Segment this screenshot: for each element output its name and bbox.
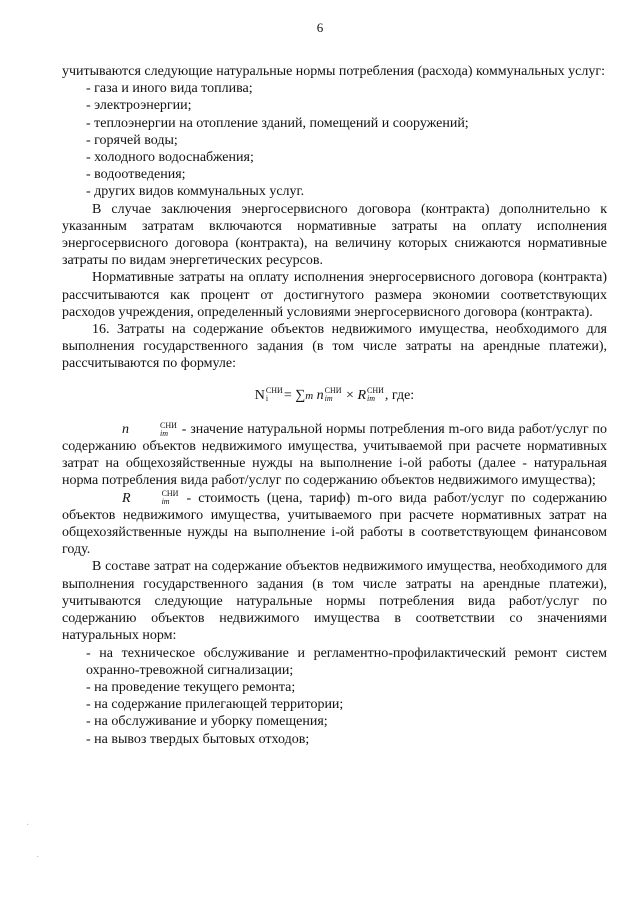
def-r-sub: im (161, 497, 170, 507)
intro-paragraph: учитываются следующие натуральные нормы потребления (расхода) коммунальных услуг: (62, 64, 606, 79)
list-item: - холодного водоснабжения; (86, 150, 254, 166)
def-n-text: - значение натуральной нормы потребления m-ого вида работ/услуг по содержанию объектов недвижимого имущества, учитываемой при расчете нормативных затрат на общехозяйственные нужды на выполнение i-ой работы (далее - натуральная норма потребления вида работ/услуг по содержанию объектов недвижимого имущества); (62, 421, 608, 489)
formula-n-term: n (316, 387, 324, 403)
scan-mark: · (36, 852, 40, 863)
formula-equals: = (283, 387, 292, 403)
scan-mark: · (26, 820, 30, 831)
list-item: - на проведение текущего ремонта; (86, 679, 296, 695)
def-n-symbol: n (122, 421, 129, 437)
def-r-symbol: R (122, 490, 131, 506)
list-item: - на техническое обслуживание и регламентно-профилактический ремонт систем охранно-тревожной сигнализации; (86, 645, 607, 678)
page-number: 6 (316, 20, 324, 35)
list-item: - на содержание прилегающей территории; (86, 697, 344, 713)
formula-tail: , где: (384, 387, 415, 403)
def-n-sup: СНИ (160, 420, 177, 430)
definition-n (62, 421, 607, 490)
def-r-sup: СНИ (161, 489, 179, 499)
normative-costs-paragraph: Нормативные затраты на оплату исполнения энергосервисного договора (контракта) рассчитываются как процент от достигнутого размера экономии соответствующих расходов учреждения, определенный условиями энергосервисного договора (контракта). (62, 270, 607, 320)
maintenance-list (62, 645, 607, 748)
list-item: - водоотведения; (86, 167, 186, 183)
formula-sub-i: i (265, 394, 269, 404)
formula-n-symbol: N (254, 387, 265, 403)
list-item: - электроэнергии; (86, 98, 192, 114)
list-item: - других видов коммунальных услуг. (86, 184, 305, 200)
clause-16-paragraph: 16. Затраты на содержание объектов недвижимого имущества, необходимого для выполнения государственного задания (в том числе затраты на арендные платежи), рассчитываются по формуле: (62, 322, 607, 372)
formula-sub-im: im (367, 394, 376, 404)
document-body (62, 63, 607, 748)
formula-sub-im: im (324, 394, 333, 404)
list-item: - на обслуживание и уборку помещения; (86, 714, 328, 730)
formula-r-term: R (357, 387, 367, 403)
def-n-sub: im (160, 428, 168, 438)
list-item: - на вывоз твердых бытовых отходов; (86, 731, 310, 747)
formula-sup: СНИ (367, 386, 384, 396)
formula-sum-sign: ∑ (295, 387, 306, 403)
formula (62, 387, 607, 405)
formula-sup: СНИ (324, 386, 342, 396)
formula-sup: СНИ (265, 386, 283, 396)
list-item: - горячей воды; (86, 132, 178, 148)
def-r-text: - стоимость (цена, тариф) m-ого вида работ/услуг по содержанию объектов недвижимого имущества, учитываемого при расчете нормативных затрат на общехозяйственные нужды на выполнение i-ой работы в соответствующем финансовом году. (62, 490, 607, 558)
energy-service-paragraph: В случае заключения энергосервисного договора (контракта) дополнительно к указанным затратам включаются нормативные затраты на оплату исполнения энергосервисного договора (контракта), на величину которых снижаются нормативные затраты по видам энергетических ресурсов. (62, 201, 607, 269)
list-item: - теплоэнергии на отопление зданий, помещений и сооружений; (86, 115, 469, 131)
formula-sum-index: m (305, 389, 314, 402)
formula-times: × (346, 387, 354, 403)
definition-r (62, 490, 607, 559)
composition-paragraph: В составе затрат на содержание объектов недвижимого имущества, необходимого для выполнения государственного задания (в том числе затраты на арендные платежи), учитываются следующие натуральные нормы потребления вида работ/услуг по содержанию объектов недвижимого имущества в соответствии со значениями натуральных норм: (62, 559, 607, 644)
list-item: - газа и иного вида топлива; (86, 81, 253, 97)
utilities-list (62, 80, 607, 200)
